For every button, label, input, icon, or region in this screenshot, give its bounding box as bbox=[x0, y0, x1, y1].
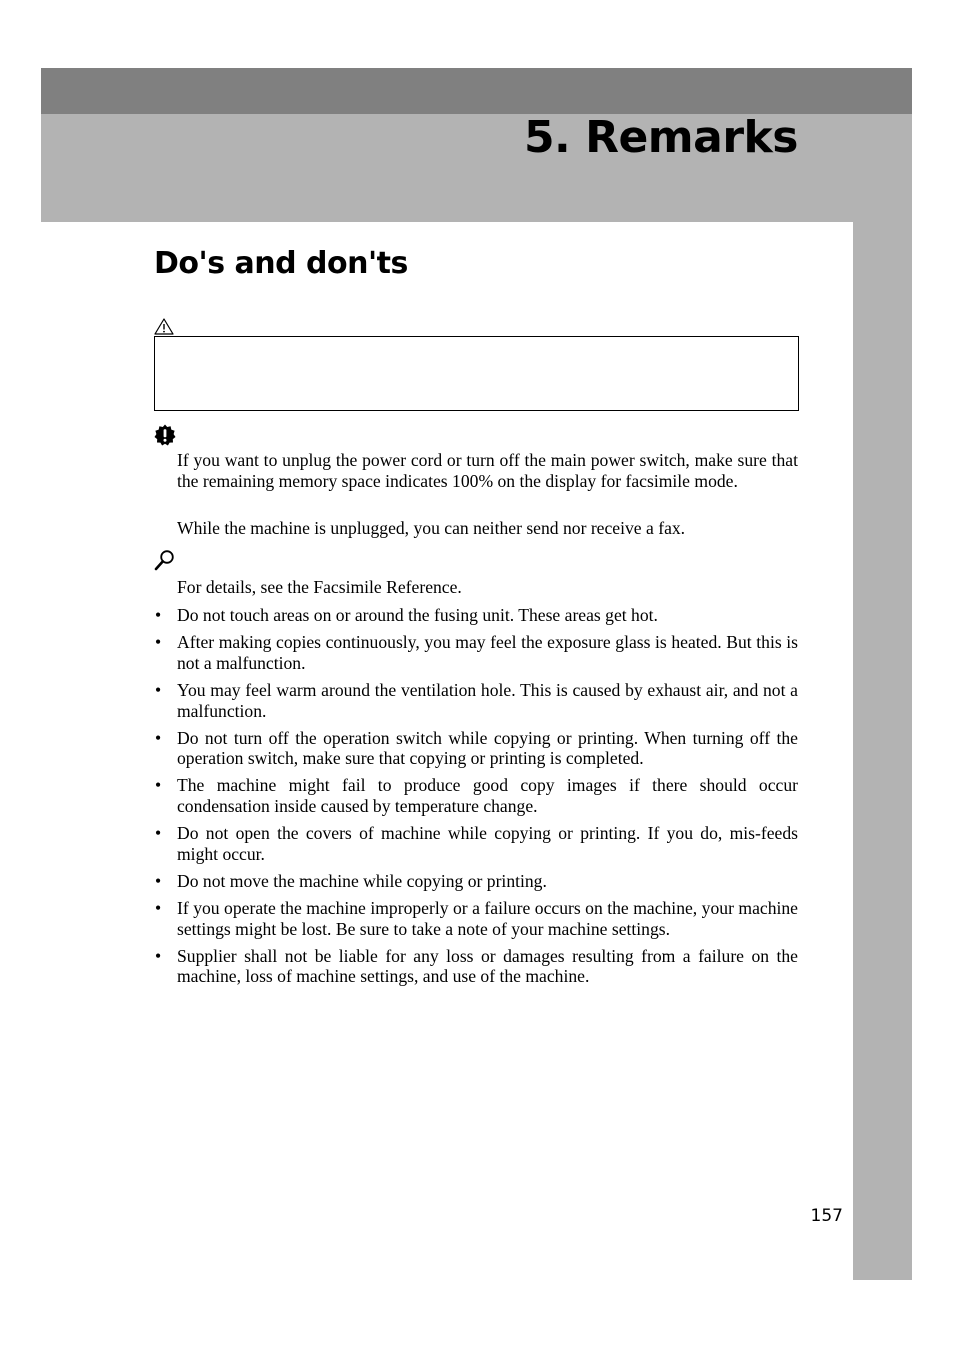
reference-text: For details, see the Facsimile Reference. bbox=[177, 577, 462, 597]
magnifier-icon bbox=[154, 549, 176, 571]
list-item: • If you operate the machine improperly or a failure occurs on the machine, your machine settings might be lost. Be sure to take a note of your machine settings. bbox=[154, 898, 798, 940]
important-paragraph: While the machine is unplugged, you can neither send nor receive a fax. bbox=[177, 518, 686, 538]
header-band-dark bbox=[41, 68, 912, 114]
warning-triangle-icon bbox=[154, 318, 174, 335]
important-paragraph: If you want to unplug the power cord or turn off the main power switch, make sure that the remaining memory space indicates 100% on the display for facsimile mode. bbox=[177, 450, 798, 491]
list-item: • Do not move the machine while copying or printing. bbox=[154, 871, 798, 892]
list-item: • Do not turn off the operation switch while copying or printing. When turning off the operation switch, make sure that copying or printing is completed. bbox=[154, 728, 798, 770]
important-badge-icon bbox=[154, 424, 176, 446]
chapter-title: 5. Remarks bbox=[523, 112, 798, 163]
list-item: • After making copies continuously, you may feel the exposure glass is heated. But this is not a malfunction. bbox=[154, 632, 798, 674]
list-item: • Supplier shall not be liable for any loss or damages resulting from a failure on the machine, loss of machine settings, and use of the machine. bbox=[154, 946, 798, 988]
side-thumb-band bbox=[853, 222, 912, 1280]
dos-and-donts-list bbox=[154, 605, 798, 993]
caution-box bbox=[154, 336, 799, 411]
section-title: Do's and don'ts bbox=[154, 246, 408, 281]
list-item: • The machine might fail to produce good copy images if there should occur condensation inside caused by temperature change. bbox=[154, 775, 798, 817]
page-number: 157 bbox=[810, 1206, 843, 1226]
list-item: • Do not touch areas on or around the fusing unit. These areas get hot. bbox=[154, 605, 798, 626]
list-item: • You may feel warm around the ventilation hole. This is caused by exhaust air, and not a malfunction. bbox=[154, 680, 798, 722]
list-item: • Do not open the covers of machine while copying or printing. If you do, mis-feeds might occur. bbox=[154, 823, 798, 865]
